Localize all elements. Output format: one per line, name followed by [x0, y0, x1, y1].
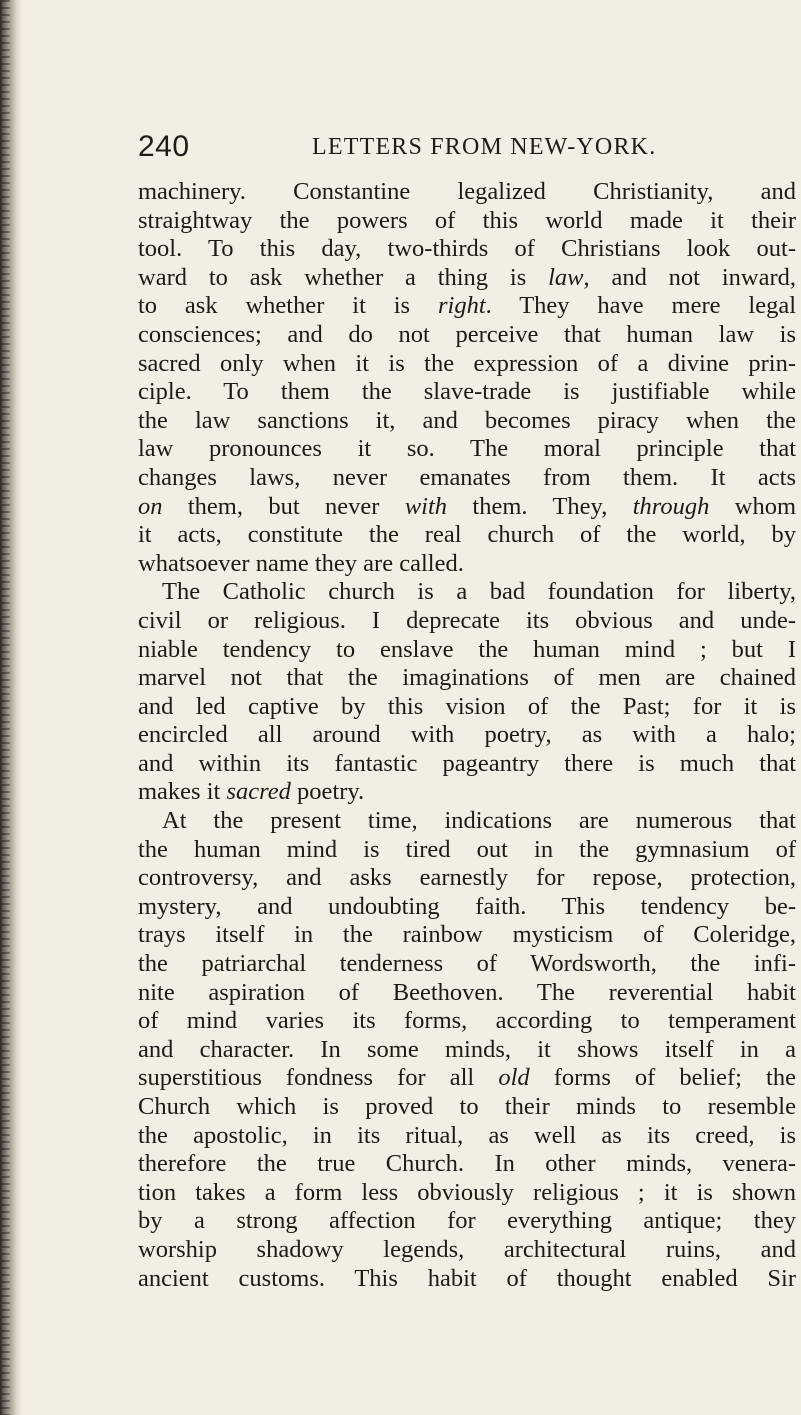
text-run: them. They, — [447, 492, 633, 520]
text-line — [138, 1122, 796, 1151]
body-text — [138, 178, 796, 1293]
text-line — [138, 407, 796, 436]
text-run: to ask whether it is — [138, 292, 438, 320]
text-line — [138, 292, 796, 321]
text-line — [138, 778, 796, 807]
text-line — [138, 378, 796, 407]
text-run: trays itself in the rainbow mysticism of Coleridge, — [138, 921, 796, 949]
text-run: civil or religious. I deprecate its obvious and unde- — [138, 606, 796, 634]
text-line — [138, 264, 796, 293]
text-line — [138, 750, 796, 779]
text-run: niable tendency to enslave the human mind ; but I — [138, 635, 796, 663]
text-line — [138, 721, 796, 750]
text-run: and led captive by this vision of the Past; for it is — [138, 692, 796, 720]
text-line — [138, 1007, 796, 1036]
text-run: whom — [709, 492, 797, 520]
text-line — [138, 950, 796, 979]
text-line — [138, 607, 796, 636]
text-line — [138, 1150, 796, 1179]
text-run: and within its fantastic pageantry there is much that — [138, 749, 796, 777]
text-line — [138, 550, 796, 579]
text-line — [138, 693, 796, 722]
text-run: encircled all around with poetry, as with a halo; — [138, 721, 796, 749]
text-run: the apostolic, in its ritual, as well as its creed, is — [138, 1121, 796, 1149]
text-run: tool. To this day, two-thirds of Christians look out- — [138, 235, 796, 263]
text-line — [138, 435, 796, 464]
text-run: it acts, constitute the real church of the world, by — [138, 521, 796, 549]
text-line — [138, 1265, 796, 1294]
italic-text: law — [548, 263, 584, 291]
text-run: At the present time, indications are numerous that — [162, 807, 796, 835]
text-run: the patriarchal tenderness of Wordsworth, the infi- — [138, 950, 796, 978]
text-line — [138, 235, 796, 264]
text-line — [138, 1036, 796, 1065]
text-line — [138, 1207, 796, 1236]
text-run: The Catholic church is a bad foundation for liberty, — [162, 578, 796, 606]
text-run: the human mind is tired out in the gymnasium of — [138, 835, 796, 863]
page-header — [138, 130, 796, 170]
text-run: , and not inward, — [583, 263, 796, 291]
running-head: LETTERS FROM NEW-YORK. — [312, 134, 657, 160]
text-run: controversy, and asks earnestly for repose, protection, — [138, 864, 796, 892]
text-run: tion takes a form less obviously religious ; it is shown — [138, 1178, 796, 1206]
text-run: them, but never — [162, 492, 405, 520]
text-line — [138, 1064, 796, 1093]
binding-stitching — [2, 0, 10, 1415]
text-run: and character. In some minds, it shows itself in a — [138, 1035, 796, 1063]
text-run: law pronounces it so. The moral principle that — [138, 435, 796, 463]
text-run: . They have mere legal — [485, 292, 797, 320]
text-line — [138, 1093, 796, 1122]
text-run: the law sanctions it, and becomes piracy when the — [138, 406, 796, 434]
text-run: consciences; and do not perceive that human law is — [138, 320, 796, 348]
text-line — [138, 578, 796, 607]
text-line — [138, 1179, 796, 1208]
text-run: makes it — [138, 778, 227, 806]
text-run: changes laws, never emanates from them. It acts — [138, 463, 796, 491]
italic-text: right — [437, 292, 486, 320]
text-run: worship shadowy legends, architectural ruins, and — [138, 1235, 796, 1263]
text-run: machinery. Constantine legalized Christianity, and — [138, 178, 796, 205]
text-line — [138, 321, 796, 350]
text-line — [138, 636, 796, 665]
text-run: ciple. To them the slave-trade is justifiable while — [138, 378, 796, 406]
text-run: poetry. — [290, 778, 365, 806]
text-line — [138, 864, 796, 893]
text-line — [138, 979, 796, 1008]
page-number: 240 — [138, 130, 190, 163]
text-line — [138, 664, 796, 693]
text-line — [138, 350, 796, 379]
text-run: by a strong affection for everything antique; they — [138, 1207, 796, 1235]
text-run: of mind varies its forms, according to temperament — [138, 1007, 796, 1035]
text-run: therefore the true Church. In other minds, venera- — [138, 1150, 796, 1178]
text-line — [138, 807, 796, 836]
text-line — [138, 521, 796, 550]
italic-text: old — [498, 1064, 530, 1092]
italic-text: sacred — [226, 778, 291, 806]
text-run: superstitious fondness for all — [138, 1064, 499, 1092]
text-run: forms of belief; the — [529, 1064, 796, 1092]
text-line — [138, 178, 796, 207]
italic-text: through — [632, 492, 710, 520]
text-run: sacred only when it is the expression of a divine prin- — [138, 349, 796, 377]
text-line — [138, 207, 796, 236]
text-run: whatsoever name they are called. — [138, 549, 464, 577]
text-run: nite aspiration of Beethoven. The reverential habit — [138, 978, 796, 1006]
text-run: marvel not that the imaginations of men are chained — [138, 664, 796, 692]
text-run: ward to ask whether a thing is — [138, 263, 549, 291]
text-line — [138, 493, 796, 522]
text-run: ancient customs. This habit of thought enabled Sir — [138, 1264, 796, 1292]
italic-text: with — [404, 492, 448, 520]
text-line — [138, 1236, 796, 1265]
text-line — [138, 921, 796, 950]
text-run: Church which is proved to their minds to resemble — [138, 1093, 796, 1120]
text-run: mystery, and undoubting faith. This tendency be- — [138, 892, 796, 920]
text-line — [138, 836, 796, 865]
text-run: straightway the powers of this world made it their — [138, 206, 796, 234]
italic-text: on — [138, 492, 163, 520]
text-line — [138, 464, 796, 493]
text-line — [138, 893, 796, 922]
book-spine-shadow — [0, 0, 22, 1415]
